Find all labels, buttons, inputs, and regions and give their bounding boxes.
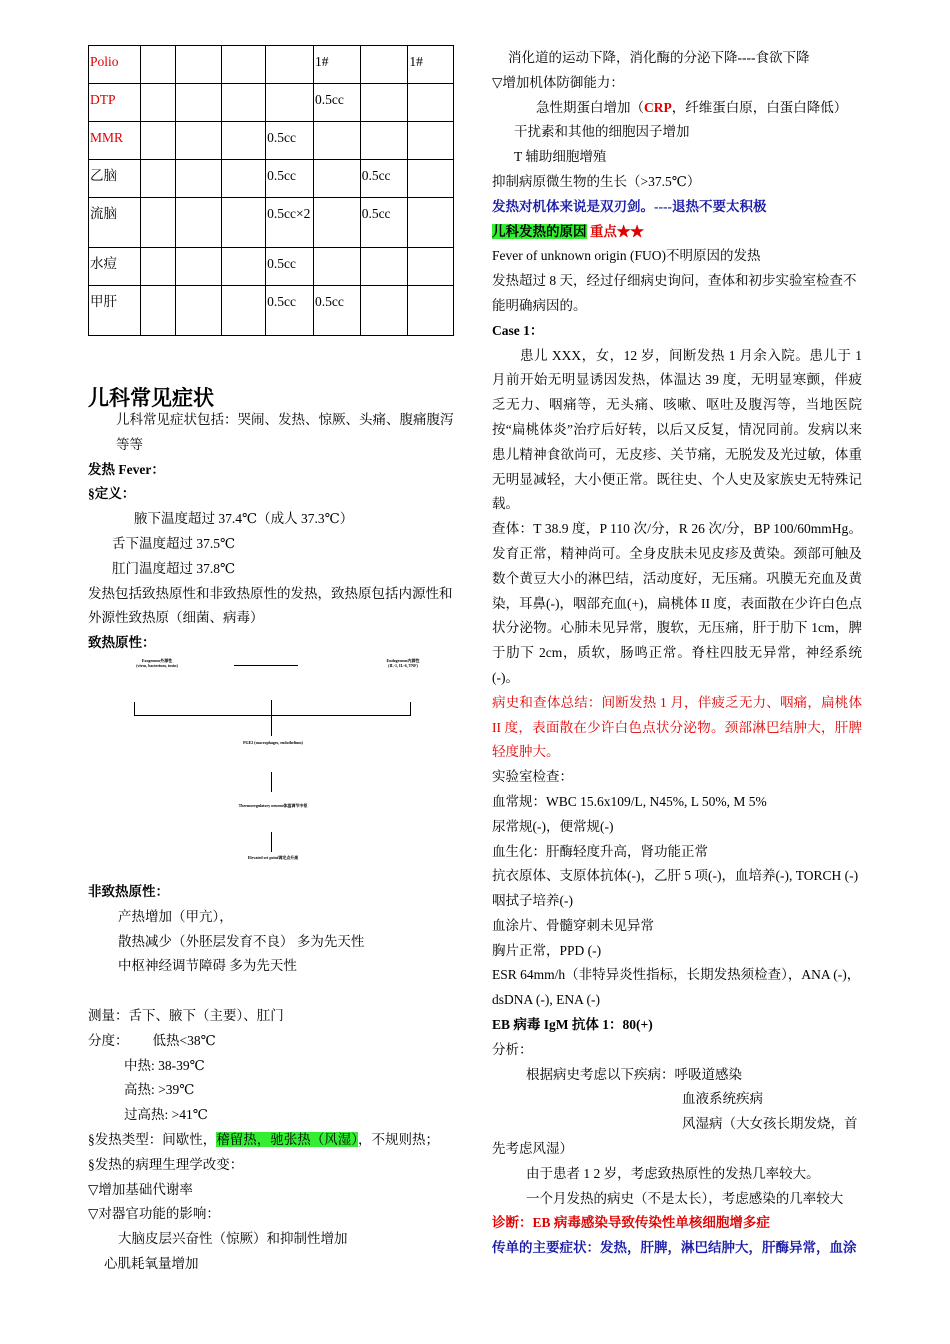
vaccine-dose-cell <box>408 160 454 198</box>
pyrogen-diagram <box>88 650 460 870</box>
lab-esr: ESR 64mm/h（非特异炎性指标，长期发热须检查），ANA (-)，dsDNA (-), ENA (-) <box>492 967 861 1008</box>
grade-moderate: 中热: 38-39℃ <box>124 1057 205 1073</box>
left-column-lower <box>88 880 460 1277</box>
diagram-arrow-3 <box>271 832 272 852</box>
case-history: 患儿 XXX，女，12 岁，间断发热 1 月余入院。患儿于 1 月前开始无明显诱因发热，体温达 39 度，无明显寒颤，伴疲乏无力、咽痛等，无头痛、咳嗽、呕吐及腹泻等，当地医院按“扁桃体炎”治疗后好转，以后又反复，情况同前。发病以来患儿精神食欲尚可，无皮疹、关节痛，无脱发及光过敏，体重无明显减轻，大小便正常。既往史、个人史及家族史无特殊记载。 <box>492 347 862 512</box>
vaccine-dose-cell <box>313 122 360 160</box>
fever-title: 发热 Fever： <box>88 461 165 477</box>
vaccine-name: Polio <box>89 46 141 84</box>
causes-title: 儿科发热的原因 重点★★ <box>492 223 644 239</box>
vaccine-dose-cell <box>140 160 175 198</box>
lab-urine-stool: 尿常规(-)，便常规(-) <box>492 818 614 834</box>
vaccine-name: 乙脑 <box>89 160 141 198</box>
lab-cbc: 血常规：WBC 15.6x109/L, N45%, L 50%, M 5% <box>492 793 767 809</box>
vaccine-dose-cell <box>360 248 408 286</box>
vaccine-row <box>89 46 454 84</box>
diagram-set-point: Elevated set point调定点升高 <box>247 855 299 860</box>
vaccine-dose-cell <box>360 46 408 84</box>
diagram-bracket-bottom <box>134 715 411 716</box>
vaccine-row <box>89 84 454 122</box>
vaccine-name: 流脑 <box>89 198 141 248</box>
diagram-bracket-right <box>410 702 411 716</box>
left-column <box>88 408 460 656</box>
fuo-title: Fever of unknown origin (FUO)不明原因的发热 <box>492 248 761 264</box>
diagram-exogenous: Exogenous外源性 (virus, bacterium, toxin) <box>136 658 178 668</box>
vaccine-row <box>89 122 454 160</box>
pyrogenic-title: 致热原性： <box>88 635 156 651</box>
nonpyrogenic-3: 中枢神经调节障碍 多为先天性 <box>118 958 297 974</box>
vaccine-row <box>89 286 454 336</box>
vaccine-dose-cell: 0.5cc×2 <box>266 198 314 248</box>
vaccine-dose-cell <box>140 248 175 286</box>
t-helper-line: T 辅助细胞增殖 <box>514 149 607 165</box>
vaccine-dose-cell <box>408 84 454 122</box>
pathophysiology-2: ▽对器官功能的影响： <box>88 1206 220 1222</box>
vaccine-dose-cell <box>222 84 266 122</box>
analysis-2: 血液系统疾病 <box>682 1091 763 1107</box>
vaccine-dose-cell <box>222 160 266 198</box>
vaccine-dose-cell <box>222 46 266 84</box>
analysis-5: 一个月发热的病史（不是太长），考虑感染的几率较大 <box>526 1190 844 1206</box>
definition-rectal: 肛门温度超过 37.8℃ <box>112 560 236 576</box>
vaccine-name: DTP <box>89 84 141 122</box>
vaccine-dose-cell <box>176 286 222 336</box>
vaccine-dose-cell <box>313 160 360 198</box>
grade-low: 分度： 低热<38℃ <box>88 1032 216 1048</box>
highlight-remittent: 稽留热，驰张热（风湿） <box>216 1131 358 1147</box>
intro-text: 儿科常见症状包括：哭闹、发热、惊厥、头痛、腹痛腹泻等等 <box>116 412 454 452</box>
nonpyrogenic-title: 非致热原性： <box>88 884 169 899</box>
vaccine-dose-cell <box>222 198 266 248</box>
fever-types: §发热类型：间歇性，稽留热，驰张热（风湿），不规则热； <box>88 1131 439 1147</box>
vaccine-dose-cell <box>360 122 408 160</box>
nonpyrogenic-1: 产热增加（甲亢）， <box>118 908 233 924</box>
lab-chest-ppd: 胸片正常，PPD (-) <box>492 942 602 958</box>
vaccine-dose-cell <box>176 122 222 160</box>
physical-exam: 查体：T 38.9 度，P 110 次/分，R 26 次/分，BP 100/60mmHg。发育正常，精神尚可。全身皮肤未见皮疹及黄染。颈部可触及数个黄豆大小的淋巴结，活动度好，无压痛。巩膜无充血及黄染，耳鼻(-)，咽部充血(+)，扁桃体 II 度，表面散在少许白色点状分泌物。心肺未见异常，腹软，无压痛，肝于肋下 1cm，脾于肋下 2cm，质软，肠鸣正常。脊柱四肢无异常，神经系统(-)。 <box>492 521 862 685</box>
vaccine-dose-cell: 0.5cc <box>360 160 408 198</box>
definition-title: §定义： <box>88 486 136 502</box>
analysis-4: 由于患者 1 2 岁，考虑致热原性的发热几率较大。 <box>526 1165 820 1181</box>
acute-phase-protein: 急性期蛋白增加（CRP，纤维蛋白原，白蛋白降低） <box>536 99 848 115</box>
diagram-pge2: PGE2 (macrophages, endothelium) <box>243 740 303 745</box>
vaccine-dose-cell: 0.5cc <box>266 160 314 198</box>
crp-highlight: CRP <box>644 99 672 115</box>
vaccine-dose-cell <box>266 84 314 122</box>
section-heading: 儿科常见症状 <box>88 386 214 410</box>
vaccine-dose-cell <box>140 122 175 160</box>
diagram-endogenous: Endogenous内源性 (IL-1, IL-6, TNF) <box>386 658 420 668</box>
pathophysiology-title: §发热的病理生理学改变： <box>88 1156 244 1172</box>
history-summary: 病史和查体总结：间断发热 1 月，伴疲乏无力、咽痛，扁桃体 II 度，表面散在少许白色点状分泌物。颈部淋巴结肿大，肝脾轻度肿大。 <box>492 694 862 760</box>
vaccine-dose-cell <box>313 198 360 248</box>
nonpyrogenic-2: 散热减少（外胚层发育不良） 多为先天性 <box>118 933 365 949</box>
vaccine-dose-cell <box>360 286 408 336</box>
lab-smear-marrow: 血涂片、骨髓穿刺未见异常 <box>492 917 654 933</box>
vaccine-row <box>89 198 454 248</box>
defense-title: ▽增加机体防御能力： <box>492 74 624 90</box>
inhibit-pathogen-line: 抑制病原微生物的生长（>37.5℃） <box>492 173 701 189</box>
vaccine-schedule-table <box>88 45 454 336</box>
vaccine-name: MMR <box>89 122 141 160</box>
diagram-thermoregulatory: Thermoregulatory neuron体温调节中枢 <box>238 803 308 808</box>
vaccine-dose-cell <box>408 248 454 286</box>
vaccine-dose-cell <box>140 46 175 84</box>
case-title: Case 1： <box>492 322 544 338</box>
pathophysiology-1: ▽增加基础代谢率 <box>88 1181 193 1197</box>
vaccine-dose-cell: 0.5cc <box>313 84 360 122</box>
vaccine-dose-cell <box>360 84 408 122</box>
definition-oral: 舌下温度超过 37.5℃ <box>112 535 236 551</box>
vaccine-dose-cell: 1# <box>408 46 454 84</box>
vaccine-row <box>89 160 454 198</box>
diagram-connector <box>234 665 298 666</box>
lab-title: 实验室检查： <box>492 769 573 785</box>
vaccine-dose-cell <box>408 198 454 248</box>
vaccine-dose-cell: 0.5cc <box>313 286 360 336</box>
analysis-1: 根据病史考虑以下疾病：呼吸道感染 <box>526 1066 742 1082</box>
vaccine-dose-cell: 0.5cc <box>266 248 314 286</box>
lab-antibodies: 抗衣原体、支原体抗体(-)，乙肝 5 项(-)，血培养(-), TORCH (-) <box>492 868 859 884</box>
vaccine-dose-cell <box>266 46 314 84</box>
vaccine-row <box>89 248 454 286</box>
right-column <box>492 46 862 1261</box>
vaccine-dose-cell <box>140 286 175 336</box>
lab-throat-culture: 咽拭子培养(-) <box>492 893 573 909</box>
double-edged-note: 发热对机体来说是双刃剑。----退热不要太积极 <box>492 198 767 214</box>
diagram-bracket-left <box>134 702 135 716</box>
vaccine-dose-cell <box>176 198 222 248</box>
vaccine-dose-cell: 0.5cc <box>360 198 408 248</box>
lab-ebv: EB 病毒 IgM 抗体 1：80(+) <box>492 1017 653 1033</box>
analysis-title: 分析： <box>492 1041 533 1057</box>
definition-note: 发热包括致热原性和非致热原性的发热，致热原包括内源性和外源性致热原（细菌、病毒） <box>88 585 453 626</box>
vaccine-dose-cell <box>222 286 266 336</box>
vaccine-dose-cell <box>222 122 266 160</box>
lab-biochem: 血生化：肝酶轻度升高，肾功能正常 <box>492 843 708 859</box>
vaccine-dose-cell <box>140 198 175 248</box>
vaccine-dose-cell <box>222 248 266 286</box>
pathophysiology-3: 大脑皮层兴奋性（惊厥）和抑制性增加 <box>118 1231 348 1247</box>
diagram-arrow-2 <box>271 772 272 792</box>
analysis-3: 风湿病（大女孩长期发烧，首先考虑风湿） <box>492 1116 858 1157</box>
definition-axillary: 腋下温度超过 37.4℃（成人 37.3℃） <box>134 511 354 527</box>
grade-high: 高热: >39℃ <box>124 1082 195 1098</box>
diagnosis: 诊断：EB 病毒感染导致传染性单核细胞增多症 <box>492 1215 770 1231</box>
diagram-arrow-1 <box>271 700 272 736</box>
vaccine-dose-cell <box>176 84 222 122</box>
digestion-effect: 消化道的运动下降，消化酶的分泌下降----食欲下降 <box>508 50 810 65</box>
vaccine-name: 水痘 <box>89 248 141 286</box>
vaccine-dose-cell <box>313 248 360 286</box>
vaccine-dose-cell <box>140 84 175 122</box>
vaccine-dose-cell: 0.5cc <box>266 122 314 160</box>
interferon-line: 干扰素和其他的细胞因子增加 <box>514 124 690 140</box>
vaccine-dose-cell <box>176 160 222 198</box>
fuo-definition: 发热超过 8 天，经过仔细病史询问，查体和初步实验室检查不能明确病因的。 <box>492 273 857 313</box>
vaccine-dose-cell: 1# <box>313 46 360 84</box>
vaccine-dose-cell <box>408 122 454 160</box>
vaccine-dose-cell <box>176 46 222 84</box>
vaccine-dose-cell <box>408 286 454 336</box>
vaccine-dose-cell: 0.5cc <box>266 286 314 336</box>
vaccine-dose-cell <box>176 248 222 286</box>
grade-hyperpyrexia: 过高热: >41℃ <box>124 1107 208 1123</box>
pathophysiology-4: 心肌耗氧量增加 <box>104 1255 199 1271</box>
measurement-sites: 测量：舌下、腋下（主要）、肛门 <box>88 1007 284 1023</box>
main-symptoms: 传单的主要症状：发热，肝脾，淋巴结肿大，肝酶异常，血涂 <box>492 1240 857 1256</box>
vaccine-name: 甲肝 <box>89 286 141 336</box>
